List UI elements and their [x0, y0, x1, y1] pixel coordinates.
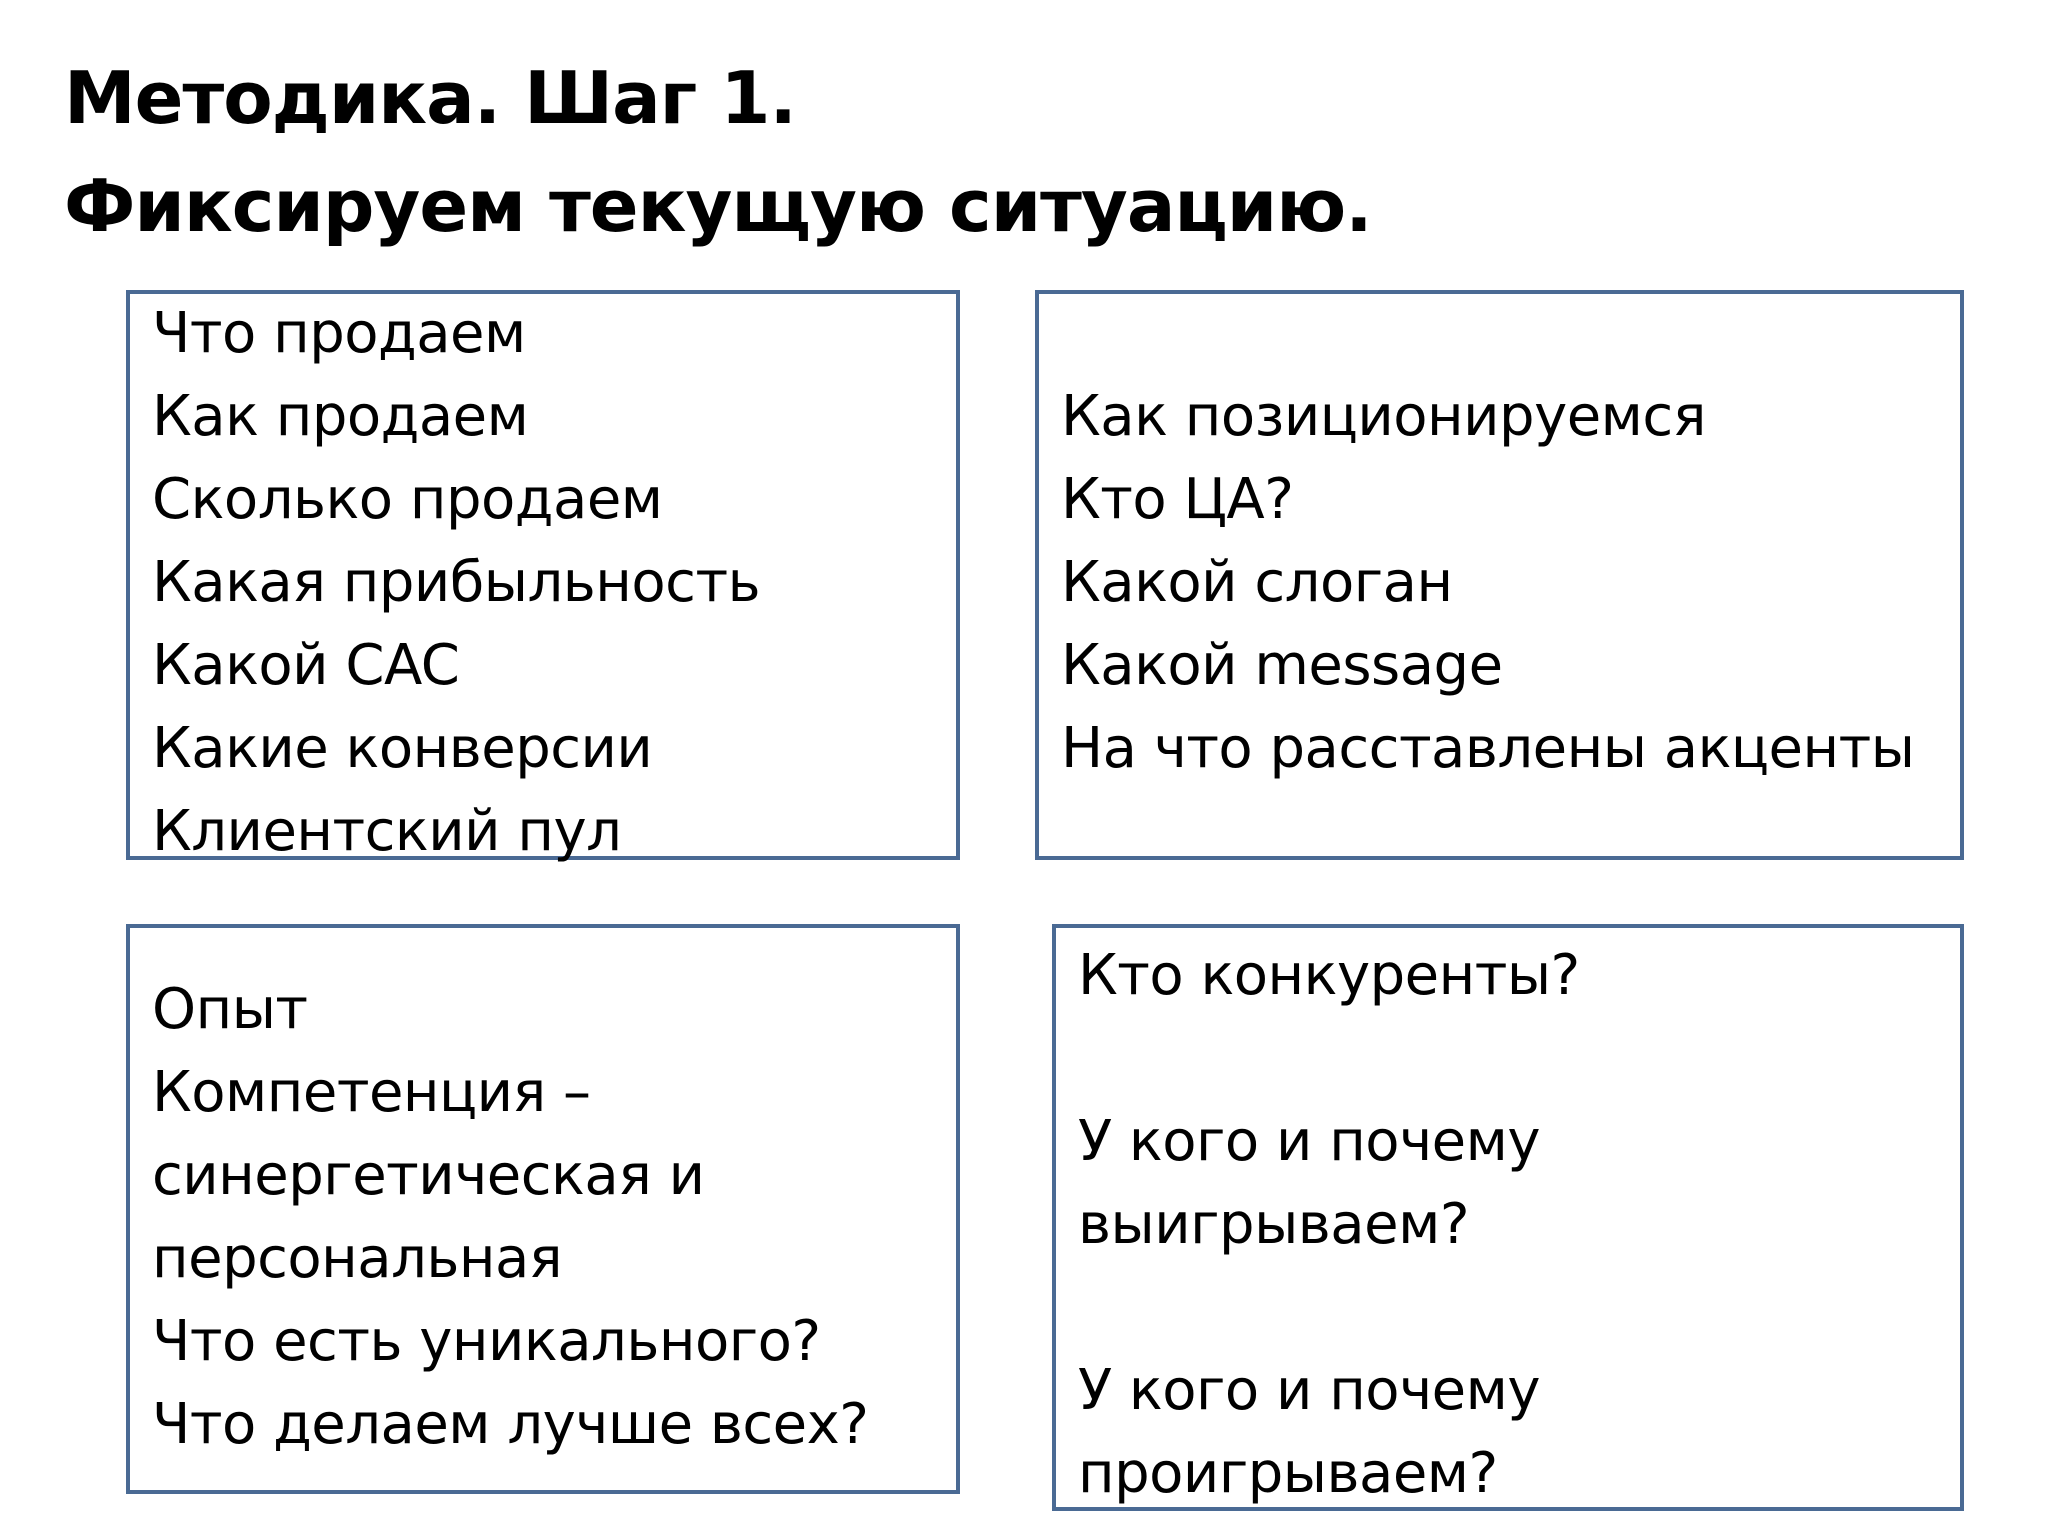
bl-item-1: Опыт [152, 977, 308, 1042]
bl-item-5: Что есть уникального? [152, 1309, 821, 1374]
br-item-4: У кого и почему [1078, 1358, 1540, 1423]
bl-item-4: персональная [152, 1226, 563, 1291]
tl-item-6: Какие конверсии [152, 716, 653, 781]
bl-item-2: Компетенция – [152, 1060, 591, 1125]
tl-item-2: Как продаем [152, 384, 529, 449]
tl-item-7: Клиентский пул [152, 799, 622, 864]
tr-item-2: Кто ЦА? [1061, 467, 1294, 532]
tl-item-5: Какой CAC [152, 633, 460, 698]
br-item-5: проигрываем? [1078, 1441, 1498, 1506]
br-item-1: Кто конкуренты? [1078, 943, 1580, 1008]
tr-item-4: Какой message [1061, 633, 1503, 698]
bl-item-6: Что делаем лучше всех? [152, 1392, 869, 1457]
slide-title-line-2: Фиксируем текущую ситуацию. [64, 164, 1372, 248]
tl-item-3: Сколько продаем [152, 467, 663, 532]
tl-item-1: Что продаем [152, 301, 526, 366]
slide-title-line-1: Методика. Шаг 1. [64, 56, 796, 140]
bl-item-3: синергетическая и [152, 1143, 705, 1208]
br-item-3: выигрываем? [1078, 1192, 1470, 1257]
tr-item-1: Как позиционируемся [1061, 384, 1706, 449]
tr-item-5: На что расставлены акценты [1061, 716, 1915, 781]
tl-item-4: Какая прибыльность [152, 550, 761, 615]
tr-item-3: Какой слоган [1061, 550, 1453, 615]
br-item-2: У кого и почему [1078, 1109, 1540, 1174]
